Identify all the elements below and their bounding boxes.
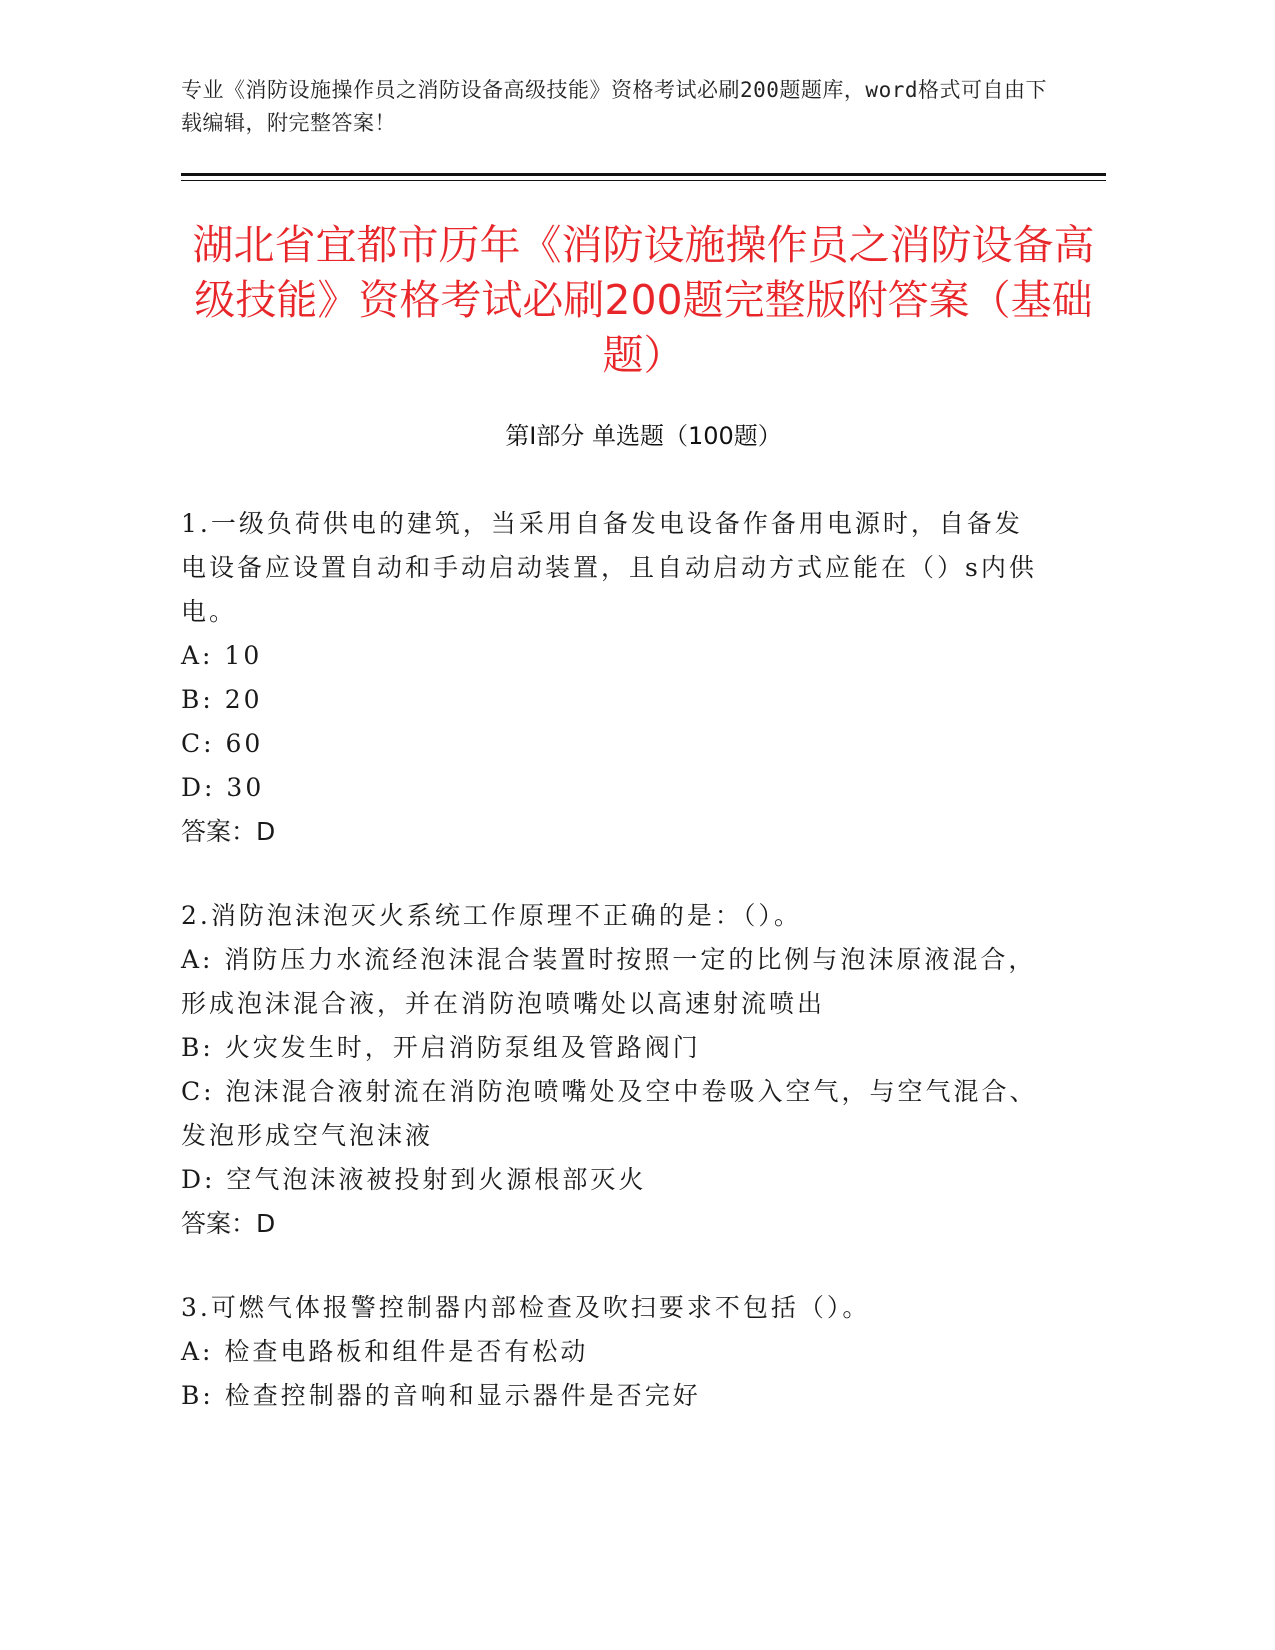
header-divider-thin [181, 180, 1106, 181]
question-3 [181, 1286, 1041, 1418]
option-a: A: 10 [181, 641, 263, 670]
question-1 [181, 502, 1041, 854]
question-list [181, 502, 1041, 1458]
answer: 答案：D [181, 1209, 276, 1238]
header-note: 专业《消防设施操作员之消防设备高级技能》资格考试必刷200题题库，word格式可自由下载编辑，附完整答案！ [181, 78, 1047, 135]
question-2 [181, 894, 1041, 1246]
option-d: D: 空气泡沫液被投射到火源根部灭火 [181, 1165, 647, 1194]
question-stem: 3.可燃气体报警控制器内部检查及吹扫要求不包括（）。 [181, 1293, 871, 1322]
option-b: B: 20 [181, 685, 263, 714]
option-a: A: 消防压力水流经泡沫混合装置时按照一定的比例与泡沫原液混合，形成泡沫混合液，并在消防泡喷嘴处以高速射流喷出 [181, 945, 1037, 1018]
question-stem: 2.消防泡沫泡灭火系统工作原理不正确的是：（）。 [181, 901, 802, 930]
answer: 答案：D [181, 817, 276, 846]
section-title: 第Ⅰ部分 单选题（100题） [505, 422, 782, 450]
option-a: A: 检查电路板和组件是否有松动 [181, 1337, 589, 1366]
option-b: B: 火灾发生时，开启消防泵组及管路阀门 [181, 1033, 701, 1062]
question-stem: 1.一级负荷供电的建筑，当采用自备发电设备作备用电源时，自备发电设备应设置自动和手动启动装置，且自动启动方式应能在（）s内供电。 [181, 509, 1037, 626]
option-c: C: 60 [181, 729, 264, 758]
option-c: C: 泡沫混合液射流在消防泡喷嘴处及空中卷吸入空气，与空气混合、发泡形成空气泡沫液 [181, 1077, 1038, 1150]
option-b: B: 检查控制器的音响和显示器件是否完好 [181, 1381, 701, 1410]
header-divider-thick [181, 173, 1106, 176]
option-d: D: 30 [181, 773, 265, 802]
document-title: 湖北省宜都市历年《消防设施操作员之消防设备高级技能》资格考试必刷200题完整版附答案（基础题） [192, 221, 1095, 379]
